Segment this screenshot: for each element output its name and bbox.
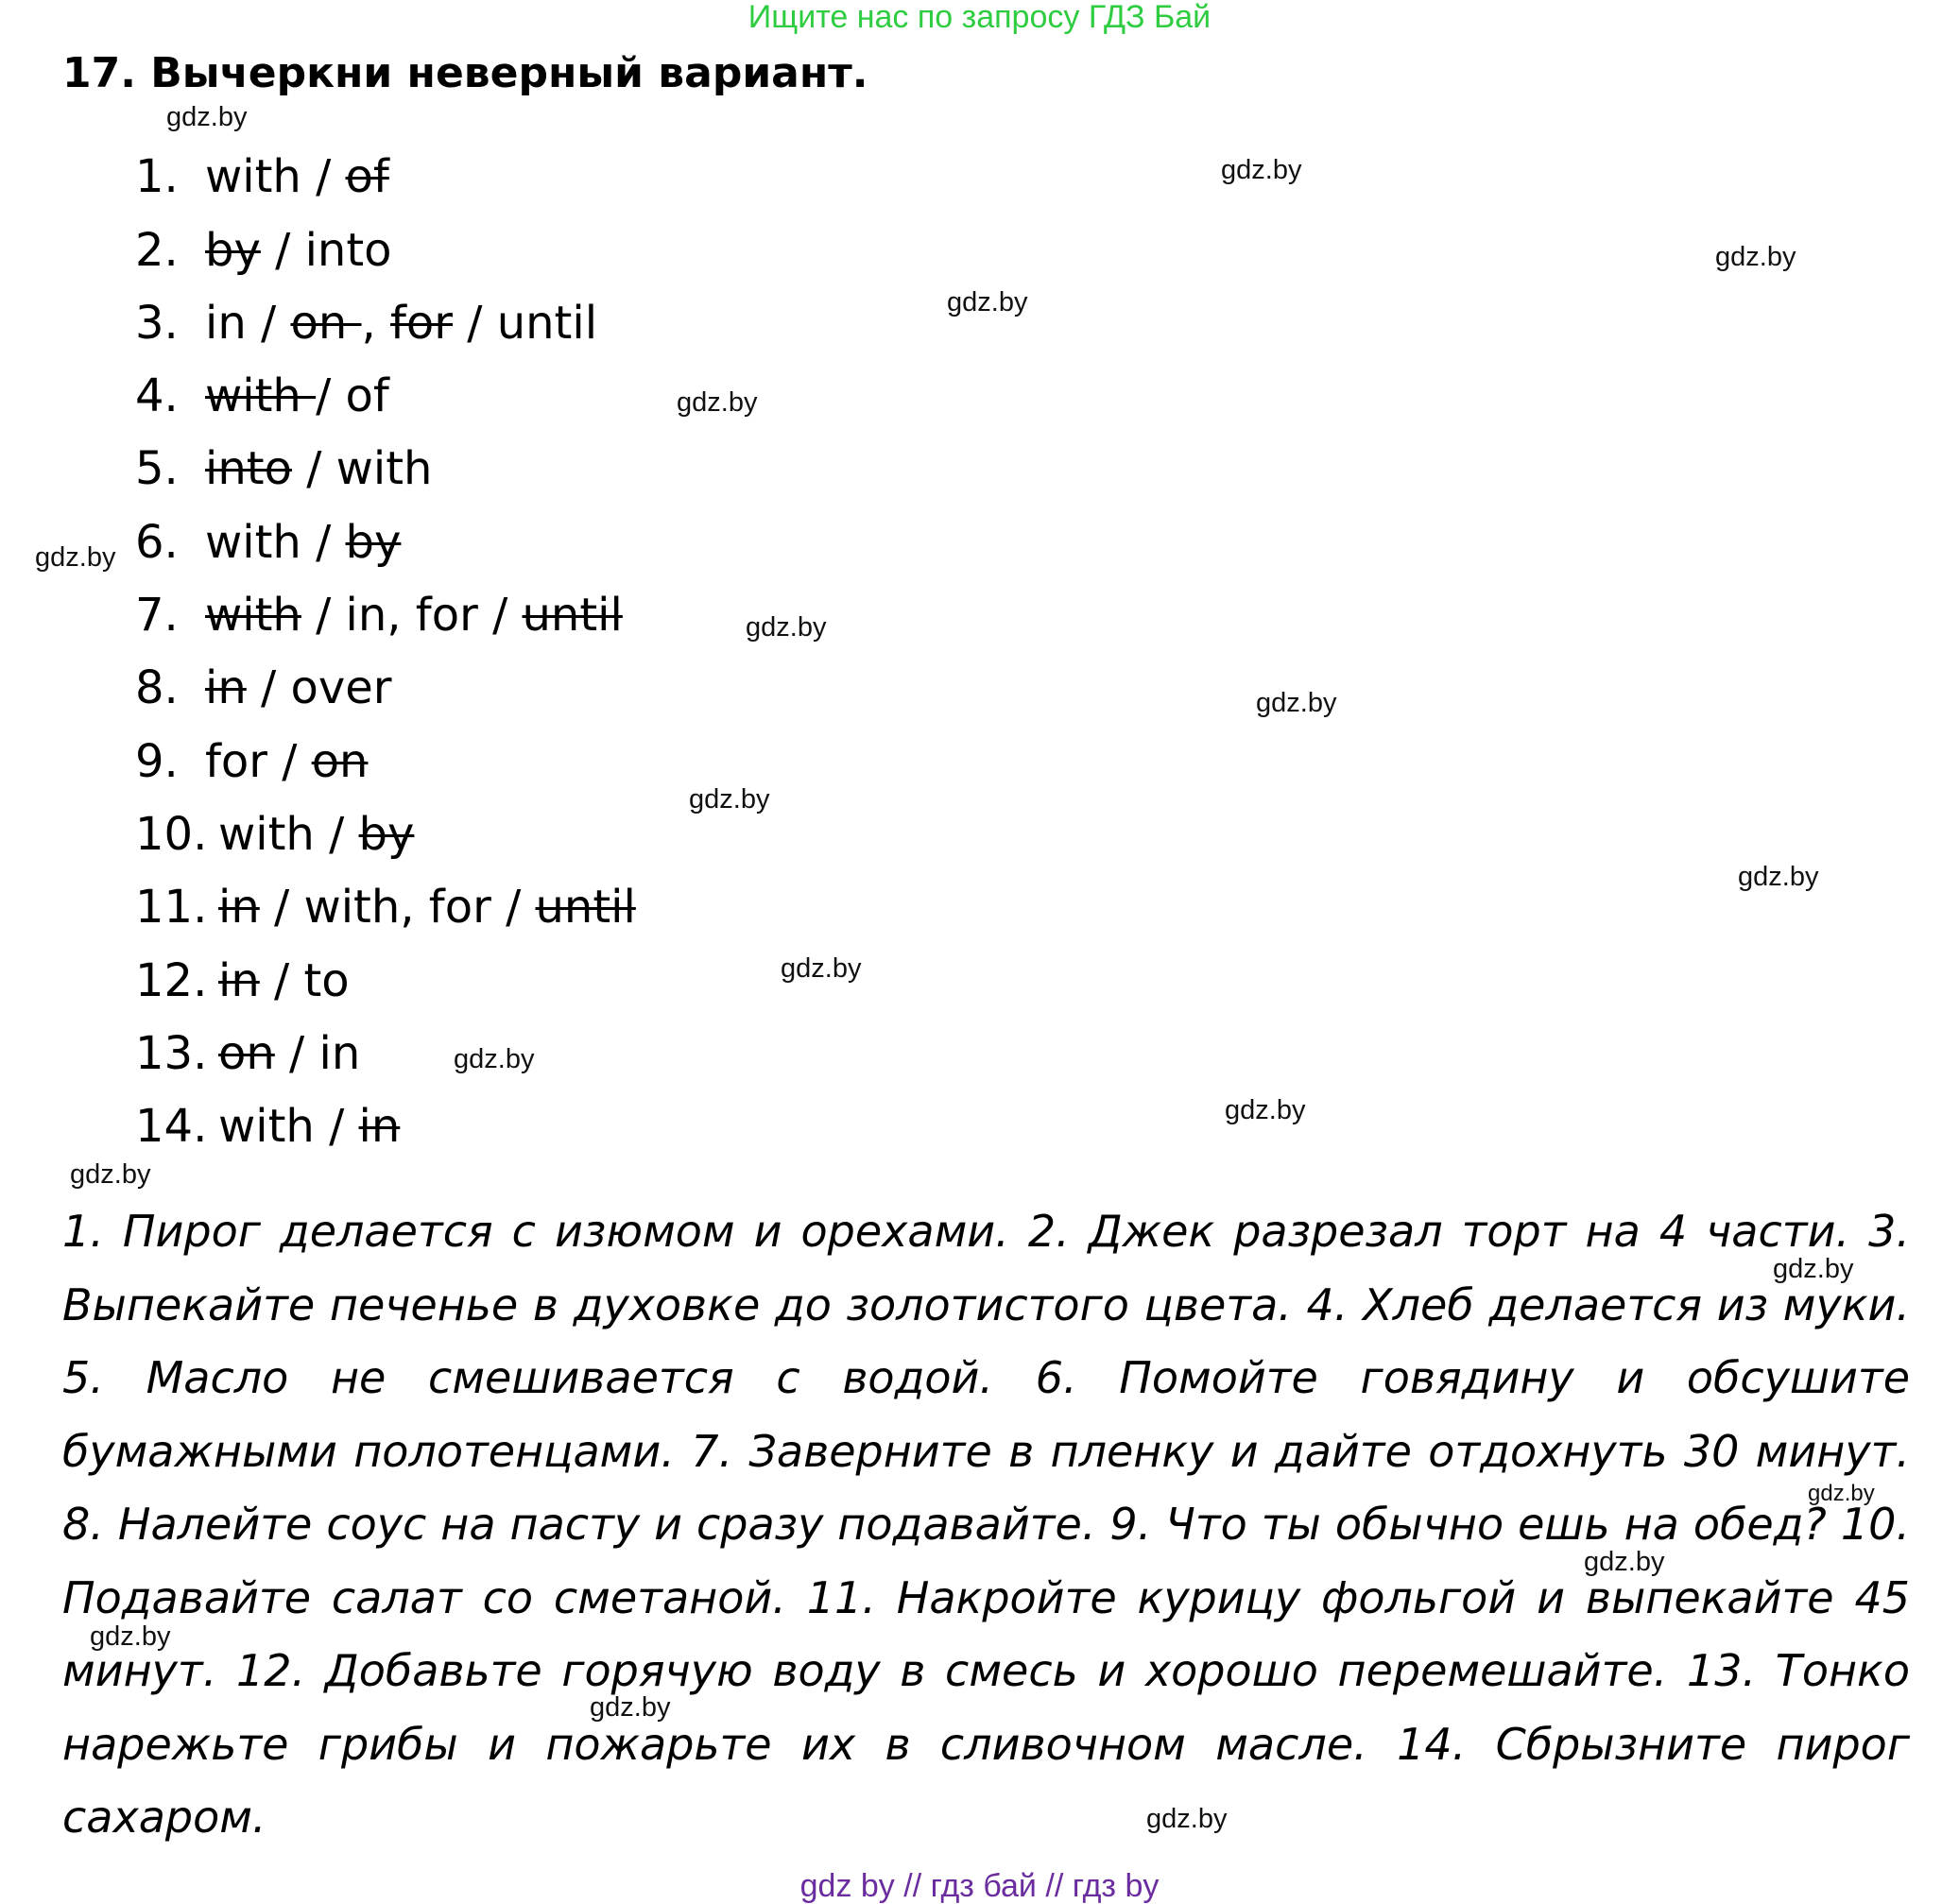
struck-option: with [205, 369, 317, 422]
option-text: / with [291, 442, 433, 495]
option-text: / with, for / [259, 881, 536, 934]
option-text: / in, for / [301, 589, 523, 642]
item-number: 9. [135, 735, 179, 788]
option-text: / until [453, 297, 598, 350]
option-text: with / [218, 1100, 359, 1153]
watermark: gdz.by [1738, 862, 1819, 892]
answer-item [135, 806, 414, 863]
watermark: gdz.by [1225, 1095, 1306, 1125]
item-number: 11. [135, 881, 208, 934]
item-number: 6. [135, 516, 179, 569]
option-text: for / [205, 735, 312, 788]
struck-option: with [205, 589, 301, 642]
struck-option: by [358, 808, 415, 861]
watermark: gdz.by [1256, 688, 1337, 718]
answer-item [135, 733, 368, 790]
option-text: with / [205, 150, 346, 203]
answer-item [135, 1098, 400, 1155]
answer-item [135, 368, 389, 424]
watermark: gdz.by [746, 612, 827, 643]
watermark: gdz.by [35, 542, 116, 573]
struck-option: on [311, 735, 369, 788]
answer-item [135, 440, 432, 497]
watermark: gdz.by [677, 387, 758, 418]
option-text: with / [218, 808, 359, 861]
option-text: / to [259, 954, 350, 1007]
answer-item [135, 952, 350, 1009]
answer-item [135, 222, 392, 279]
item-number: 7. [135, 589, 179, 642]
watermark: gdz.by [454, 1044, 535, 1074]
option-text: in / [205, 297, 291, 350]
option-text: / into [260, 224, 392, 277]
answer-item [135, 514, 401, 571]
exercise-heading: 17. Вычеркни неверный вариант. [62, 49, 868, 97]
translation-paragraph: 1. Пирог делается с изюмом и орехами. 2. Джек разрезал торт на 4 части. 3. Выпекайте печенье в духовке до золотистого цвета. 4. Хлеб делается из муки. 5. Масло не смешивается с водой. 6. Помойте говядину и обсушите бумажными полотенцами. 7. Заверните в пленку и дайте отдохнуть 30 минут. 8. Налейте соус на пасту и сразу подавайте. 9. Что ты обычно ешь на обед? 10. Подавайте салат со сметаной. 11. Накройте курицу фольгой и выпекайте 45 минут. 12. Добавьте горячую воду в смесь и хорошо перемешайте. 13. Тонко нарежьте грибы и пожарьте их в сливочном масле. 14. Сбрызните пирог сахаром. [62, 1206, 1910, 1843]
item-number: 8. [135, 661, 179, 714]
footer-links: gdz by // гдз бай // гдз by [799, 1868, 1160, 1904]
option-text: / over [246, 661, 392, 714]
struck-option: in [218, 954, 260, 1007]
watermark: gdz.by [1584, 1547, 1665, 1577]
item-number: 2. [135, 224, 179, 277]
option-text: / in [274, 1027, 361, 1080]
item-number: 13. [135, 1027, 208, 1080]
struck-option: until [535, 881, 636, 934]
option-text: with / [205, 516, 346, 569]
answer-item [135, 1025, 360, 1082]
watermark: gdz.by [689, 784, 770, 815]
watermark: gdz.by [1146, 1804, 1228, 1834]
watermark: gdz.by [1221, 155, 1302, 185]
item-number: 3. [135, 297, 179, 350]
struck-option: until [522, 589, 623, 642]
watermark: gdz.by [166, 102, 248, 132]
struck-option: on [218, 1027, 275, 1080]
option-text: , [361, 297, 391, 350]
watermark: gdz.by [70, 1159, 151, 1190]
struck-option: into [205, 442, 292, 495]
struck-option: by [205, 224, 261, 277]
top-banner: Ищите нас по запросу ГДЗ Бай [748, 0, 1211, 35]
watermark: gdz.by [947, 287, 1028, 317]
watermark: gdz.by [1808, 1481, 1875, 1506]
struck-option: for [390, 297, 454, 350]
answer-item [135, 295, 597, 352]
struck-option: in [205, 661, 247, 714]
struck-option: in [218, 881, 260, 934]
watermark: gdz.by [781, 953, 862, 984]
struck-option: by [345, 516, 402, 569]
watermark: gdz.by [590, 1692, 671, 1723]
answer-item [135, 660, 392, 716]
item-number: 4. [135, 369, 179, 422]
watermark: gdz.by [1773, 1254, 1854, 1284]
struck-option: of [345, 150, 389, 203]
answer-item [135, 148, 389, 205]
answer-item [135, 879, 636, 935]
item-number: 5. [135, 442, 179, 495]
struck-option: on [290, 297, 362, 350]
watermark: gdz.by [90, 1621, 171, 1652]
answer-item [135, 587, 623, 643]
item-number: 14. [135, 1100, 208, 1153]
item-number: 12. [135, 954, 208, 1007]
struck-option: in [358, 1100, 401, 1153]
item-number: 10. [135, 808, 208, 861]
option-text: / of [316, 369, 389, 422]
watermark: gdz.by [1715, 242, 1796, 272]
item-number: 1. [135, 150, 179, 203]
